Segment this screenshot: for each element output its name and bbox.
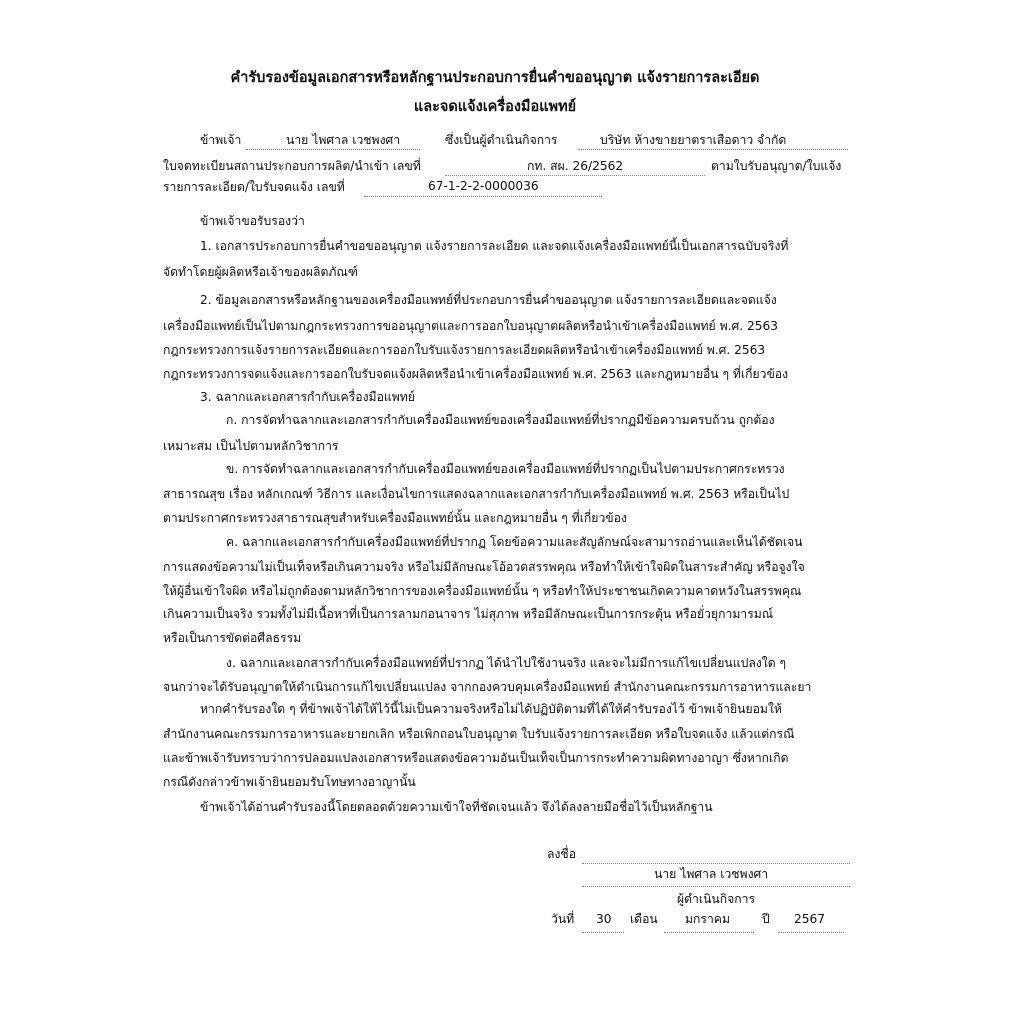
year-label: ปี bbox=[762, 912, 770, 926]
permit-label-1: ตามใบรับอนุญาต/ใบแจ้ง bbox=[711, 159, 842, 173]
false-statement-line3: และข้าพเจ้ารับทราบว่าการปลอมแปลงเอกสารหรือแสดงข้อความอันเป็นเท็จเป็นการกระทำความผิดทางอาญา ซึ่งหากเกิด bbox=[163, 751, 789, 765]
certify-intro: ข้าพเจ้าขอรับรองว่า bbox=[200, 214, 305, 228]
item2-line1: 2. ข้อมูลเอกสารหรือหลักฐานของเครื่องมือแพทย์ที่ประกอบการยื่นคำขออนุญาต แจ้งรายการละเอียดและจดแจ้ง bbox=[200, 293, 777, 307]
signature-line bbox=[582, 863, 850, 864]
closing-statement: ข้าพเจ้าได้อ่านคำรับรองนี้โดยตลอดด้วยความเข้าใจที่ชัดเจนแล้ว จึงได้ลงลายมือชื่อไว้เป็นหลักฐาน bbox=[200, 800, 713, 814]
item2-line2: เครื่องมือแพทย์เป็นไปตามกฎกระทรวงการขออนุญาตและการออกใบอนุญาตผลิตหรือนำเข้าเครื่องมือแพทย์ พ.ศ. 2563 bbox=[163, 319, 778, 333]
company-name: บริษัท ห้างขายยาตราเสือดาว จำกัด bbox=[600, 133, 787, 147]
permit-underline bbox=[364, 196, 602, 197]
sign-label: ลงชื่อ bbox=[547, 847, 577, 861]
item3c-line1: ค. ฉลากและเอกสารกำกับเครื่องมือแพทย์ที่ปรากฏ โดยข้อความและสัญลักษณ์จะสามารถอ่านและเห็นได้ชัดเจน bbox=[226, 535, 803, 549]
item3a-line1: ก. การจัดทำฉลากและเอกสารกำกับเครื่องมือแพทย์ของเครื่องมือแพทย์ที่ปรากฏมีข้อความครบถ้วน ถูกต้อง bbox=[226, 413, 775, 427]
date-month: มกราคม bbox=[685, 912, 730, 926]
date-year: 2567 bbox=[794, 912, 826, 926]
item2-line4: กฎกระทรวงการจดแจ้งและการออกใบรับจดแจ้งผลิตหรือนำเข้าเครื่องมือแพทย์ พ.ศ. 2563 และกฎหมายอื่น ๆ ที่เกี่ยวข้อง bbox=[163, 367, 789, 381]
item3a-line2: เหมาะสม เป็นไปตามหลักวิชาการ bbox=[163, 439, 339, 453]
document-title-line2: และจดแจ้งเครื่องมือแพทย์ bbox=[413, 99, 577, 115]
company-underline bbox=[578, 149, 848, 150]
item3-heading: 3. ฉลากและเอกสารกำกับเครื่องมือแพทย์ bbox=[200, 390, 415, 404]
false-statement-line2: สำนักงานคณะกรรมการอาหารและยายกเลิก หรือเพิกถอนใบอนุญาต ใบรับแจ้งรายการละเอียด หรือใบจดแจ้ง แล้วแต่กรณี bbox=[163, 727, 795, 741]
item3b-line1: ข. การจัดทำฉลากและเอกสารกำกับเครื่องมือแพทย์ของเครื่องมือแพทย์ที่ปรากฏเป็นไปตามประกาศกระทรวง bbox=[226, 462, 785, 476]
name-underline bbox=[246, 149, 420, 150]
signer-name-underline bbox=[582, 886, 850, 887]
false-statement-line4: กรณีดังกล่าวข้าพเจ้ายินยอมรับโทษทางอาญานั้น bbox=[163, 775, 416, 789]
item1-line2: จัดทำโดยผู้ผลิตหรือเจ้าของผลิตภัณฑ์ bbox=[163, 265, 358, 279]
year-underline bbox=[778, 932, 844, 933]
item3b-line3: ตามประกาศกระทรวงสาธารณสุขสำหรับเครื่องมือแพทย์นั้น และกฎหมายอื่น ๆ ที่เกี่ยวข้อง bbox=[163, 511, 627, 525]
operator-label: ซึ่งเป็นผู้ดำเนินกิจการ bbox=[445, 133, 558, 147]
applicant-name: นาย ไพศาล เวชพงศา bbox=[286, 133, 401, 147]
item1-line1: 1. เอกสารประกอบการยื่นคำขอขออนุญาต แจ้งรายการละเอียด และจดแจ้งเครื่องมือแพทย์นี้เป็นเอกสารฉบับจริงที่ bbox=[200, 239, 789, 253]
document-title-line1: คำรับรองข้อมูลเอกสารหรือหลักฐานประกอบการยื่นคำขออนุญาต แจ้งรายการละเอียด bbox=[230, 70, 760, 86]
false-statement-line1: หากคำรับรองใด ๆ ที่ข้าพเจ้าได้ให้ไว้นี้ไม่เป็นความจริงหรือไม่ได้ปฏิบัติตามที่ได้ให้คำรับรองไว้ ข้าพเจ้ายินยอมให้ bbox=[200, 702, 782, 716]
item3c-line2: การแสดงข้อความไม่เป็นเท็จหรือเกินความจริง หรือไม่มีลักษณะโอ้อวดสรรพคุณ หรือทำให้เข้าใจผิดในสาระสำคัญ หรือจูงใจ bbox=[163, 560, 805, 574]
month-label: เดือน bbox=[630, 912, 658, 926]
item2-line3: กฎกระทรวงการแจ้งรายการละเอียดและการออกใบรับแจ้งรายการละเอียดผลิตหรือนำเข้าเครื่องมือแพทย์ พ.ศ. 2563 bbox=[163, 343, 766, 357]
item3c-line5: หรือเป็นการขัดต่อศีลธรรม bbox=[163, 631, 302, 645]
license-number: กท. สผ. 26/2562 bbox=[527, 159, 624, 173]
item3c-line4: เกินความเป็นจริง รวมทั้งไม่มีเนื้อหาที่เป็นการลามกอนาจาร ไม่สุภาพ หรือมีลักษณะเป็นการกระตุ้น หรือยั่วยุกามารมณ์ bbox=[163, 607, 774, 621]
day-underline bbox=[582, 932, 624, 933]
applicant-label: ข้าพเจ้า bbox=[200, 133, 242, 147]
permit-label-2: รายการละเอียด/ใบรับจดแจ้ง เลขที่ bbox=[163, 180, 345, 194]
license-underline bbox=[445, 175, 705, 176]
date-day: 30 bbox=[596, 912, 612, 926]
item3d-line2: จนกว่าจะได้รับอนุญาตให้ดำเนินการแก้ไขเปลี่ยนแปลง จากกองควบคุมเครื่องมือแพทย์ สำนักงานคณะกรรมการอาหารและยา bbox=[163, 680, 812, 694]
date-label: วันที่ bbox=[551, 912, 575, 926]
permit-number: 67-1-2-2-0000036 bbox=[428, 179, 539, 193]
signer-name: นาย ไพศาล เวชพงศา bbox=[654, 867, 769, 881]
license-label: ใบจดทะเบียนสถานประกอบการผลิต/นำเข้า เลขที่ bbox=[163, 159, 421, 173]
month-underline bbox=[664, 932, 754, 933]
signer-role: ผู้ดำเนินกิจการ bbox=[677, 892, 756, 906]
item3b-line2: สาธารณสุข เรื่อง หลักเกณฑ์ วิธีการ และเงื่อนไขการแสดงฉลากและเอกสารกำกับเครื่องมือแพทย์ พ.ศ. 2563 หรือเป็นไป bbox=[163, 487, 790, 501]
item3d-line1: ง. ฉลากและเอกสารกำกับเครื่องมือแพทย์ที่ปรากฏ ได้นำไปใช้งานจริง และจะไม่มีการแก้ไขเปลี่ยนแปลงใด ๆ bbox=[226, 656, 787, 670]
item3c-line3: ให้ผู้อื่นเข้าใจผิด หรือไม่ถูกต้องตามหลักวิชาการของเครื่องมือแพทย์นั้น ๆ หรือทำให้ประชาชนเกิดความคาดหวังในสรรพคุณ bbox=[163, 584, 802, 598]
